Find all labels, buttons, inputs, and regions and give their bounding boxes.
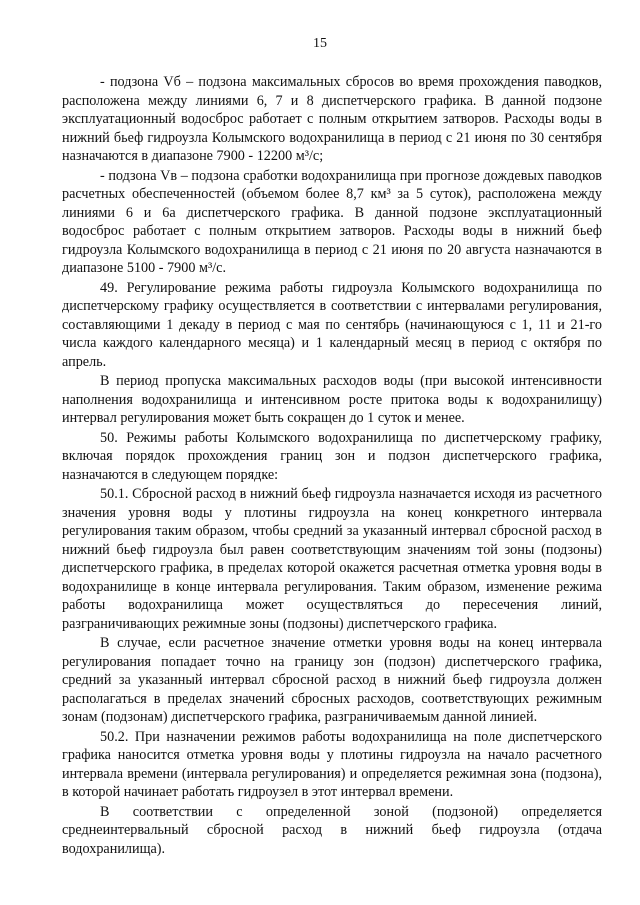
paragraph-50-2-outflow: В соответствии с определенной зоной (подзоной) определяется среднеинтервальный сбросной расход в нижний бьеф гидроузла (отдача водохранилища). — [62, 803, 602, 857]
paragraph-50: 50. Режимы работы Колымского водохранилища по диспетчерскому графику, включая порядок прохождения границ зон и подзон диспетчерского графика, назначаются в следующем порядке: — [62, 429, 602, 483]
paragraph-subzone-vb: - подзона Vб – подзона максимальных сбросов во время прохождения паводков, расположена между линиями 6, 7 и 8 диспетчерского графика. В данной подзоне эксплуатационный водосброс работает с полным открытием затворов. Расходы воды в нижний бьеф гидроузла Колымского водохранилища в период с 21 июня по 30 сентября назначаются в диапазоне 7900 - 12200 м³/с; — [62, 74, 602, 164]
paragraph-50-2: 50.2. При назначении режимов работы водохранилища на поле диспетчерского графика наносится отметка уровня воды у плотины гидроузла на начало расчетного интервала времени (интервала регулирования) и определяется режимная зона (подзона), в которой начинает работать гидроузел в этот интервал времени. — [62, 728, 602, 800]
document-body — [62, 73, 602, 859]
paragraph-50-1: 50.1. Сбросной расход в нижний бьеф гидроузла назначается исходя из расчетного значения уровня воды у плотины гидроузла на конец конкретного интервала регулирования таким образом, чтобы средний за указанный интервал сбросной расход в нижний бьеф гидроузла был равен соответствующим значениям той зоны (подзоны) диспетчерского графика, в пределах которой окажется расчетная отметка уровня воды в водохранилище в конце интервала регулирования. Таким образом, изменение режима работы водохранилища может осуществляться до пересечения линий, разграничивающих режимные зоны (подзоны) диспетчерского графика. — [62, 486, 602, 632]
paragraph-49: 49. Регулирование режима работы гидроузла Колымского водохранилища по диспетчерскому графику осуществляется в соответствии с интервалами регулирования, составляющими 1 декаду в период с мая по сентябрь (начинающуюся с 1, 11 и 21-го числа каждого календарного месяца) и 1 календарный месяц в период с октября по апрель. — [62, 279, 602, 370]
page-number: 15 — [313, 36, 327, 51]
paragraph-subzone-vv: - подзона Vв – подзона сработки водохранилища при прогнозе дождевых паводков расчетных обеспеченностей (объемом более 8,7 км³ за 5 суток), расположена между линиями 6 и 6а диспетчерского графика. В данной подзоне эксплуатационный водосброс работает с полным открытием затворов. Расходы воды в нижний бьеф гидроузла Колымского водохранилища в период с 21 июня по 20 августа назначаются в диапазоне 5100 - 7900 м³/с. — [62, 167, 602, 276]
paragraph-49-flood-period: В период пропуска максимальных расходов воды (при высокой интенсивности наполнения водохранилища и интенсивном росте притока воды к водохранилищу) интервал регулирования может быть сокращен до 1 суток и менее. — [62, 373, 602, 426]
paragraph-50-1-boundary-case: В случае, если расчетное значение отметки уровня воды на конец интервала регулирования попадает точно на границу зон (подзон) диспетчерского графика, средний за указанный интервал сбросной расход в нижний бьеф гидроузла должен располагаться в пределах значений сбросных расходов, соответствующих режимным зонам (подзонам) диспетчерского графика, разграничиваемым данной линией. — [62, 635, 602, 725]
